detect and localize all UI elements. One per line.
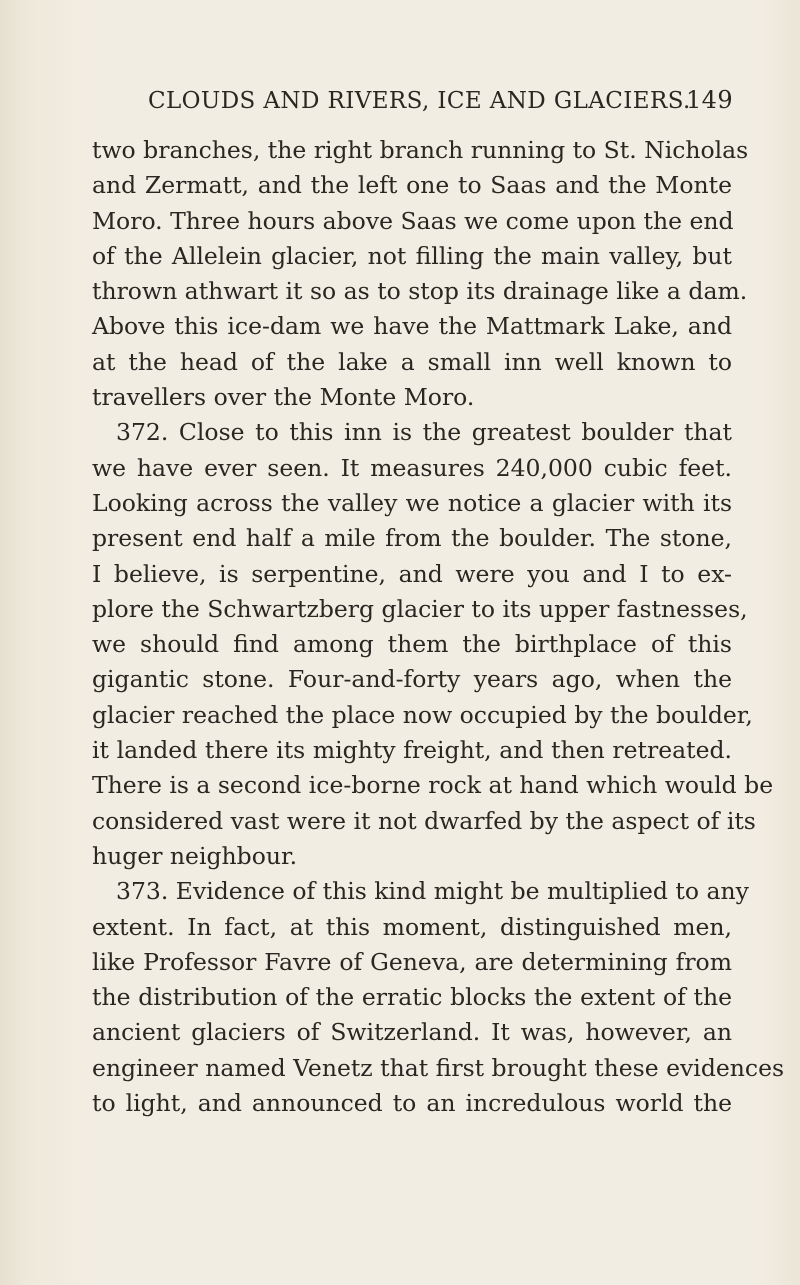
text-line: engineer named Venetz that first brought these evidences — [92, 1053, 785, 1082]
text-line: There is a second ice-borne rock at hand which would be — [92, 771, 774, 800]
text-line: at the head of the lake a small inn well known to — [92, 347, 732, 376]
text-line: glacier reached the place now occupied by the boulder, — [92, 700, 753, 729]
paragraph-373-start: 373. Evidence of this kind might be multiplied to any — [116, 877, 749, 906]
body-text — [92, 133, 785, 1121]
text-line: present end half a mile from the boulder. The stone, — [92, 524, 732, 553]
text-line: gigantic stone. Four-and-forty years ago, when the — [92, 665, 732, 694]
running-title: CLOUDS AND RIVERS, ICE AND GLACIERS. — [148, 88, 691, 114]
text-line: Above this ice-dam we have the Mattmark Lake, and — [92, 312, 732, 341]
text-line: it landed there its mighty freight, and then retreated. — [92, 736, 732, 765]
text-line: plore the Schwartzberg glacier to its upper fastnesses, — [92, 594, 748, 623]
text-line: and Zermatt, and the left one to Saas and the Monte — [92, 171, 732, 200]
text-line: considered vast were it not dwarfed by the aspect of its — [92, 806, 756, 835]
page-number: 149 — [685, 86, 733, 114]
text-line: I believe, is serpentine, and were you and I to ex- — [92, 559, 732, 588]
text-line: to light, and announced to an incredulous world the — [92, 1089, 732, 1118]
text-line: Moro. Three hours above Saas we come upon the end — [92, 206, 734, 235]
text-line: of the Allelein glacier, not filling the main valley, but — [92, 241, 732, 270]
text-line: we have ever seen. It measures 240,000 cubic feet. — [92, 453, 732, 482]
paragraph-372-start: 372. Close to this inn is the greatest boulder that — [116, 418, 732, 447]
text-line: like Professor Favre of Geneva, are determining from — [92, 947, 732, 976]
text-line: ancient glaciers of Switzerland. It was, however, an — [92, 1018, 732, 1047]
page-header — [148, 88, 733, 124]
text-line: Looking across the valley we notice a glacier with its — [92, 488, 732, 517]
text-line: travellers over the Monte Moro. — [92, 383, 475, 412]
text-line: huger neighbour. — [92, 841, 298, 870]
text-line: thrown athwart it so as to stop its drainage like a dam. — [92, 277, 748, 306]
text-line: the distribution of the erratic blocks the extent of the — [92, 983, 732, 1012]
text-line: we should find among them the birthplace of this — [92, 630, 732, 659]
text-line: extent. In fact, at this moment, distinguished men, — [92, 912, 732, 941]
text-line: two branches, the right branch running to St. Nicholas — [92, 136, 749, 164]
